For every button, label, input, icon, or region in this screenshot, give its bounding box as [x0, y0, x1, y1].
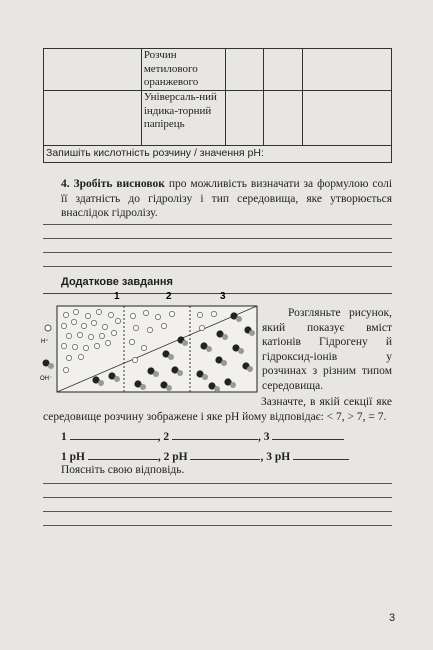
observation-table: [43, 48, 392, 163]
answer-line[interactable]: [43, 266, 392, 267]
answer-line[interactable]: [43, 497, 392, 498]
oh-ion-legend-icon: [48, 363, 54, 369]
table-row: [44, 91, 392, 146]
legend-label-oh: OH⁻: [40, 376, 53, 382]
table-cell: [264, 91, 302, 146]
answer-blank[interactable]: [272, 429, 344, 440]
indicator-name: Розчин метилового оранжевого: [141, 49, 225, 91]
table-cell: [44, 91, 142, 146]
answer-blank[interactable]: [293, 449, 349, 460]
table-cell: [44, 49, 142, 91]
page-number: 3: [389, 612, 396, 624]
table-row: [44, 49, 392, 91]
answer-line[interactable]: [43, 238, 392, 239]
answer-row-ph: [61, 449, 349, 463]
answer-line[interactable]: [43, 483, 392, 484]
answer-blank[interactable]: [190, 449, 260, 460]
extra-task-title: Додаткове завдання: [61, 276, 173, 288]
figure-description: Розгляньте рисунок, який показує вміст катіонів Гідрогену й гідроксид-іонів у розчинах з різним типом середовища.: [262, 307, 392, 392]
answer-blank[interactable]: [172, 429, 258, 440]
explain-prompt: Поясніть свою відповідь.: [61, 464, 185, 476]
section-label: 3: [220, 291, 226, 302]
task-bold-lead: Зробіть висновок: [73, 178, 165, 190]
section-label: 1: [114, 291, 120, 302]
task-4: [61, 177, 392, 221]
answer-label: , 2: [157, 431, 170, 443]
answer-label: 1 pH: [61, 451, 85, 463]
h-ion-legend-icon: [45, 325, 51, 331]
answer-row-environment: [61, 429, 344, 443]
answer-label: , 3: [258, 431, 270, 443]
table-cell: [264, 49, 302, 91]
task-text: про можливість визначати за формулою солі її здатність до гідролізу і тип середовища, яке утворюється внаслідок гідролізу.: [61, 178, 393, 219]
section-label: 2: [166, 291, 172, 302]
answer-line[interactable]: [43, 252, 392, 253]
table-cell: [225, 91, 263, 146]
answer-blank[interactable]: [88, 449, 158, 460]
acidity-prompt: Запишіть кислотність розчину / значення pH:: [44, 146, 392, 163]
question-text: Зазначте, в якій секції яке середовище розчину зображене і яке pH йому відповідає: < 7, > 7, = 7.: [43, 396, 392, 423]
answer-line[interactable]: [43, 525, 392, 526]
ion-figure: [36, 288, 260, 398]
legend-label-h: H⁺: [41, 339, 49, 345]
indicator-name: Універсаль-ний індика-торний папірець: [141, 91, 225, 146]
answer-label: , 3 pH: [260, 451, 291, 463]
table-cell: [225, 49, 263, 91]
table-cell: [302, 91, 391, 146]
task-number: 4.: [61, 178, 70, 190]
answer-line[interactable]: [43, 511, 392, 512]
answer-blank[interactable]: [70, 429, 158, 440]
answer-label: 1: [61, 431, 67, 443]
answer-label: , 2 pH: [157, 451, 188, 463]
table-footer-row: [44, 146, 392, 163]
answer-line[interactable]: [43, 224, 392, 225]
table-cell: [302, 49, 391, 91]
